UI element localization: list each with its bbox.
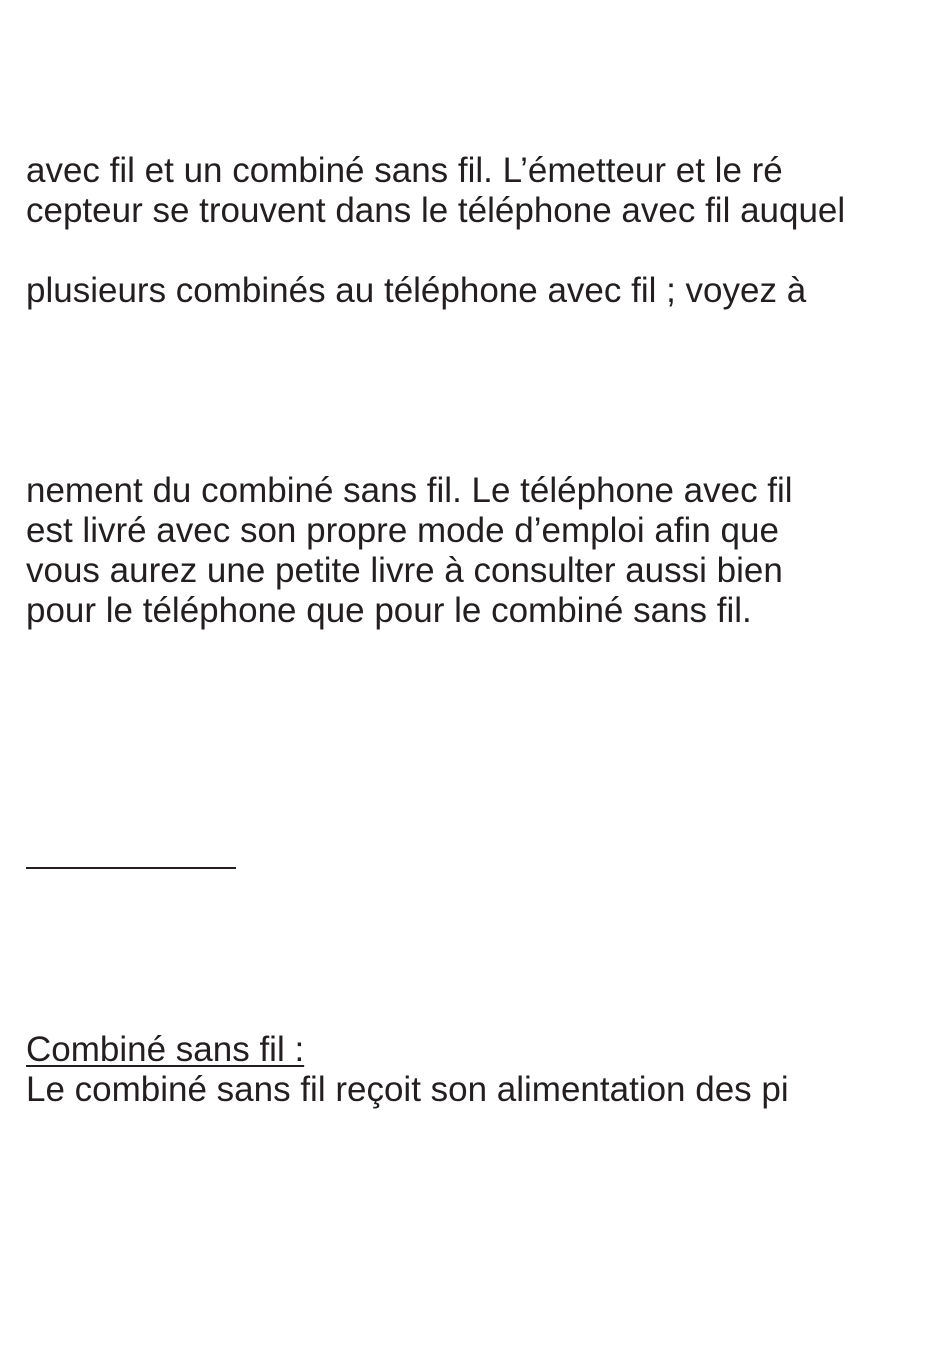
text-line: est livré avec son propre mode d’emploi afin que	[26, 511, 779, 550]
text-line: nement du combiné sans fil. Le téléphone avec fil	[26, 471, 793, 510]
text-line: cepteur se trouvent dans le téléphone avec fil auquel	[26, 191, 846, 230]
footnote-divider	[26, 867, 236, 869]
paragraph-intro	[26, 151, 845, 231]
paragraph-manual	[26, 471, 793, 631]
section-heading: Combiné sans fil :	[26, 1030, 305, 1069]
text-line: Le combiné sans fil reçoit son alimentation des pi	[26, 1070, 789, 1109]
section-cordless-handset	[26, 1030, 789, 1110]
text-line: pour le téléphone que pour le combiné sans fil.	[26, 591, 752, 630]
text-line: avec fil et un combiné sans fil. L’émetteur et le ré	[26, 151, 783, 190]
text-line: plusieurs combinés au téléphone avec fil ; voyez à	[26, 271, 807, 310]
text-line: vous aurez une petite livre à consulter aussi bien	[26, 551, 783, 590]
